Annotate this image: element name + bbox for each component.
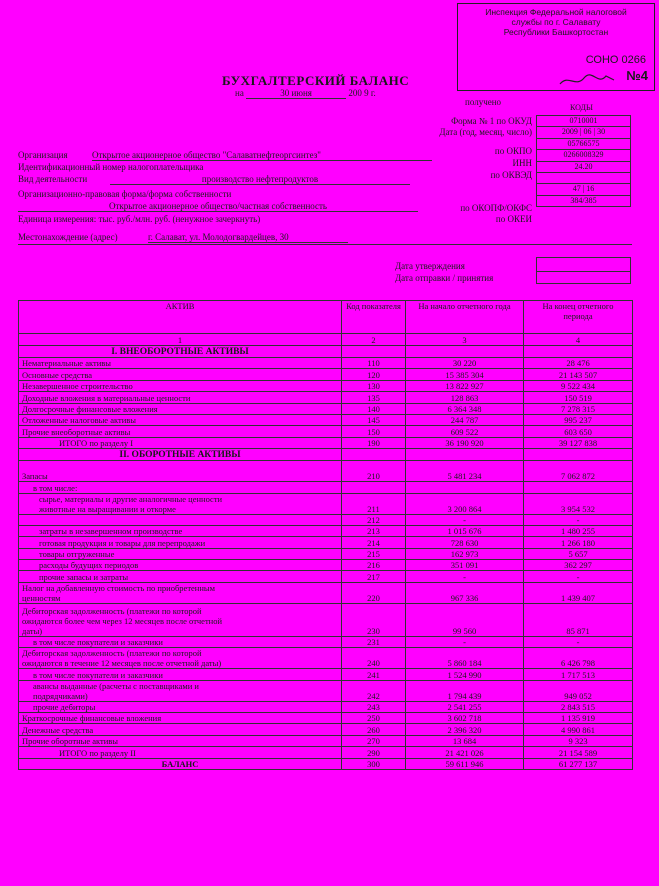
- label-okved: по ОКВЭД: [490, 170, 532, 180]
- row-code: 300: [342, 758, 406, 769]
- address-label: Местонахождение (адрес): [18, 232, 118, 242]
- row-code: 214: [342, 537, 406, 548]
- row-code: 216: [342, 560, 406, 571]
- row-label: Доходные вложения в материальные ценности: [19, 392, 342, 403]
- table-row: [19, 636, 633, 647]
- date-year: 200 9 г.: [348, 88, 376, 98]
- value-end: 7 278 315: [524, 403, 633, 414]
- code-okved: 24.20: [537, 162, 630, 173]
- row-code: 145: [342, 414, 406, 425]
- value-start: 728 630: [406, 537, 524, 548]
- row-code: 260: [342, 724, 406, 735]
- code-okei: 384/385: [537, 196, 630, 207]
- table-cell: [342, 449, 406, 461]
- stamp-line-3: Республики Башкортостан: [503, 27, 609, 37]
- legal-form-value: Открытое акционерное общество/частная собственность: [18, 201, 418, 212]
- table-row: [19, 713, 633, 724]
- table-cell: [406, 346, 524, 358]
- col-number: 1: [19, 334, 342, 346]
- row-code: 241: [342, 669, 406, 680]
- value-end: 2 843 515: [524, 701, 633, 712]
- row-label: авансы выданные (расчеты с поставщиками и подрядчиками): [19, 680, 342, 701]
- table-row: [19, 669, 633, 680]
- row-code: 110: [342, 358, 406, 369]
- row-code: 210: [342, 461, 406, 482]
- value-end: 7 062 872: [524, 461, 633, 482]
- codes-header: КОДЫ: [570, 103, 593, 112]
- row-code: 212: [342, 514, 406, 525]
- row-code: 190: [342, 437, 406, 448]
- table-row: [19, 603, 633, 636]
- table-row: [19, 537, 633, 548]
- value-start: 21 421 026: [406, 747, 524, 758]
- header-code: Код показателя: [342, 301, 406, 334]
- value-start: [406, 482, 524, 493]
- address-value: г. Салават, ул. Молодогвардейцев, 30: [148, 232, 348, 243]
- table-cell: [524, 449, 633, 461]
- value-start: 128 863: [406, 392, 524, 403]
- label-okei: по ОКЕИ: [495, 214, 532, 224]
- table-row: [19, 747, 633, 758]
- org-value: Открытое акционерное общество "Салаватнефтеоргсинтез": [92, 150, 432, 161]
- row-label: Денежные средства: [19, 724, 342, 735]
- row-code: 242: [342, 680, 406, 701]
- value-end: 9 323: [524, 735, 633, 746]
- balance-total-row: [19, 758, 633, 769]
- row-label: Нематериальные активы: [19, 358, 342, 369]
- table-row: [19, 461, 633, 482]
- value-end: 1 266 180: [524, 537, 633, 548]
- stamp-line-1: Инспекция Федеральной налоговой: [485, 7, 627, 17]
- table-row: [19, 414, 633, 425]
- table-cell: [342, 346, 406, 358]
- value-start: 609 522: [406, 426, 524, 437]
- table-header-row: [19, 301, 633, 334]
- table-row: [19, 648, 633, 669]
- col-number: 3: [406, 334, 524, 346]
- table-row: [19, 369, 633, 380]
- column-number-row: [19, 334, 633, 346]
- value-end: 5 657: [524, 548, 633, 559]
- section-header-row: [19, 346, 633, 358]
- row-label: ИТОГО по разделу II: [19, 747, 342, 758]
- label-date: Дата (год, месяц, число): [439, 127, 532, 137]
- row-code: 215: [342, 548, 406, 559]
- value-start: 15 385 304: [406, 369, 524, 380]
- row-code: 120: [342, 369, 406, 380]
- value-end: 85 871: [524, 603, 633, 636]
- value-end: 28 476: [524, 358, 633, 369]
- row-label: Отложенные налоговые активы: [19, 414, 342, 425]
- col-number: 4: [524, 334, 633, 346]
- header-asset: АКТИВ: [19, 301, 342, 334]
- value-end: 1 717 513: [524, 669, 633, 680]
- table-cell: [524, 346, 633, 358]
- row-code: [342, 482, 406, 493]
- header-start: На начало отчетного года: [406, 301, 524, 334]
- row-code: 213: [342, 525, 406, 536]
- row-code: 243: [342, 701, 406, 712]
- row-label: БАЛАНС: [19, 758, 342, 769]
- row-code: 290: [342, 747, 406, 758]
- label-okud: Форма № 1 по ОКУД: [451, 116, 532, 126]
- approval-date-field[interactable]: [536, 257, 631, 272]
- table-body: [19, 346, 633, 770]
- value-start: 99 560: [406, 603, 524, 636]
- table-row: [19, 437, 633, 448]
- row-label: затраты в незавершенном производстве: [19, 525, 342, 536]
- row-label: прочие дебиторы: [19, 701, 342, 712]
- value-start: 36 190 920: [406, 437, 524, 448]
- row-label: в том числе покупатели и заказчики: [19, 636, 342, 647]
- codes-box: [536, 115, 631, 207]
- row-label: в том числе покупатели и заказчики: [19, 669, 342, 680]
- date-prefix: на: [235, 88, 244, 98]
- row-code: 231: [342, 636, 406, 647]
- stamp-form-code: СОНО 0266: [585, 54, 646, 66]
- approval-date-label: Дата утверждения: [395, 261, 465, 271]
- table-row: [19, 582, 633, 603]
- table-row: [19, 482, 633, 493]
- value-end: 995 237: [524, 414, 633, 425]
- label-okpo: по ОКПО: [494, 146, 532, 156]
- table-row: [19, 680, 633, 701]
- table-row: [19, 548, 633, 559]
- value-end: 21 143 507: [524, 369, 633, 380]
- table-cell: [406, 449, 524, 461]
- value-start: 2 541 255: [406, 701, 524, 712]
- value-end: 21 154 589: [524, 747, 633, 758]
- value-end: 1 439 407: [524, 582, 633, 603]
- code-okud: 0710001: [537, 116, 630, 127]
- col-number: 2: [342, 334, 406, 346]
- activity-value: производство нефтепродуктов: [110, 174, 410, 185]
- value-end: -: [524, 571, 633, 582]
- row-label: товары отгруженные: [19, 548, 342, 559]
- row-label: в том числе:: [19, 482, 342, 493]
- label-okopf: по ОКОПФ/ОКФС: [460, 203, 532, 213]
- code-inn: 0266008329: [537, 150, 630, 161]
- section-title: I. ВНЕОБОРОТНЫЕ АКТИВЫ: [19, 346, 342, 358]
- table-row: [19, 525, 633, 536]
- row-label: Основные средства: [19, 369, 342, 380]
- tax-id-label: Идентификационный номер налогоплательщика: [18, 162, 204, 172]
- label-inn: ИНН: [512, 158, 532, 168]
- row-label: Дебиторская задолженность (платежи по которой ожидаются более чем через 12 месяцев после отчетной даты): [19, 603, 342, 636]
- date-day-month: 30 июня: [246, 88, 346, 99]
- value-end: 9 522 434: [524, 380, 633, 391]
- value-start: 3 602 718: [406, 713, 524, 724]
- row-label: Дебиторская задолженность (платежи по которой ожидаются в течение 12 месяцев после отчетной даты): [19, 648, 342, 669]
- value-start: 244 787: [406, 414, 524, 425]
- unit-label: Единица измерения: тыс. руб./млн. руб. (ненужное зачеркнуть): [18, 214, 261, 224]
- signature-icon: [558, 72, 618, 90]
- received-label: получено: [465, 97, 502, 107]
- value-start: 1 524 990: [406, 669, 524, 680]
- value-end: 362 297: [524, 560, 633, 571]
- row-code: 150: [342, 426, 406, 437]
- value-start: 5 860 184: [406, 648, 524, 669]
- header-divider: [18, 244, 632, 245]
- table-row: [19, 735, 633, 746]
- activity-label: Вид деятельности: [18, 174, 88, 184]
- table-row: [19, 380, 633, 391]
- table-row: [19, 724, 633, 735]
- row-label: ИТОГО по разделу I: [19, 437, 342, 448]
- table-row: [19, 571, 633, 582]
- send-date-label: Дата отправки / принятия: [395, 273, 494, 283]
- value-start: 351 091: [406, 560, 524, 571]
- row-label: Краткосрочные финансовые вложения: [19, 713, 342, 724]
- row-label: расходы будущих периодов: [19, 560, 342, 571]
- table-row: [19, 514, 633, 525]
- balance-sheet-table: [18, 300, 633, 770]
- value-start: 13 822 927: [406, 380, 524, 391]
- row-code: 230: [342, 603, 406, 636]
- stamp-line-2: службы по г. Салавату: [511, 17, 601, 27]
- row-code: 250: [342, 713, 406, 724]
- value-end: 949 052: [524, 680, 633, 701]
- value-start: 3 200 864: [406, 493, 524, 514]
- row-code: 240: [342, 648, 406, 669]
- row-label: Незавершенное строительство: [19, 380, 342, 391]
- row-label: Прочие оборотные активы: [19, 735, 342, 746]
- value-start: 162 973: [406, 548, 524, 559]
- table-row: [19, 493, 633, 514]
- legal-form-label: Организационно-правовая форма/форма собственности: [18, 189, 232, 199]
- stamp-number: №4: [626, 68, 648, 83]
- table-row: [19, 560, 633, 571]
- value-start: 967 336: [406, 582, 524, 603]
- row-label: Прочие внеоборотные активы: [19, 426, 342, 437]
- row-label: прочие запасы и затраты: [19, 571, 342, 582]
- row-code: 130: [342, 380, 406, 391]
- table-row: [19, 392, 633, 403]
- value-start: 1 794 439: [406, 680, 524, 701]
- row-label: Долгосрочные финансовые вложения: [19, 403, 342, 414]
- value-start: 6 364 348: [406, 403, 524, 414]
- value-end: 603 650: [524, 426, 633, 437]
- table-row: [19, 426, 633, 437]
- value-end: 1 480 255: [524, 525, 633, 536]
- value-end: -: [524, 514, 633, 525]
- row-label: [19, 514, 342, 525]
- report-date: [235, 88, 376, 99]
- row-label: сырье, материалы и другие аналогичные ценности животные на выращивании и откорме: [19, 493, 342, 514]
- table-row: [19, 358, 633, 369]
- value-end: 1 135 919: [524, 713, 633, 724]
- table-row: [19, 403, 633, 414]
- value-end: [524, 482, 633, 493]
- code-okpo: 05766575: [537, 139, 630, 150]
- value-end: 4 990 861: [524, 724, 633, 735]
- row-code: 270: [342, 735, 406, 746]
- row-code: 140: [342, 403, 406, 414]
- code-date: 2009 | 06 | 30: [537, 127, 630, 138]
- value-start: 30 220: [406, 358, 524, 369]
- row-label: готовая продукция и товары для перепродажи: [19, 537, 342, 548]
- value-start: 5 481 234: [406, 461, 524, 482]
- row-label: Запасы: [19, 461, 342, 482]
- document-title: БУХГАЛТЕРСКИЙ БАЛАНС: [222, 73, 410, 88]
- row-code: 220: [342, 582, 406, 603]
- value-end: 61 277 137: [524, 758, 633, 769]
- code-blank: [537, 173, 630, 184]
- tax-inspection-stamp: [457, 3, 655, 91]
- value-end: 150 519: [524, 392, 633, 403]
- value-end: -: [524, 636, 633, 647]
- row-code: 217: [342, 571, 406, 582]
- value-start: 1 015 676: [406, 525, 524, 536]
- section-title: II. ОБОРОТНЫЕ АКТИВЫ: [19, 449, 342, 461]
- table-row: [19, 701, 633, 712]
- value-start: -: [406, 514, 524, 525]
- row-label: Налог на добавленную стоимость по приобретенным ценностям: [19, 582, 342, 603]
- code-okopf: 47 | 16: [537, 184, 630, 195]
- row-code: 211: [342, 493, 406, 514]
- header-end: На конец отчетного периода: [524, 301, 633, 334]
- value-end: 3 954 532: [524, 493, 633, 514]
- value-start: 59 611 946: [406, 758, 524, 769]
- value-end: 6 426 798: [524, 648, 633, 669]
- value-start: -: [406, 636, 524, 647]
- value-end: 39 127 838: [524, 437, 633, 448]
- value-start: 13 684: [406, 735, 524, 746]
- value-start: -: [406, 571, 524, 582]
- section-header-row: [19, 449, 633, 461]
- org-label: Организация: [18, 150, 68, 160]
- send-date-field[interactable]: [536, 271, 631, 284]
- row-code: 135: [342, 392, 406, 403]
- value-start: 2 396 320: [406, 724, 524, 735]
